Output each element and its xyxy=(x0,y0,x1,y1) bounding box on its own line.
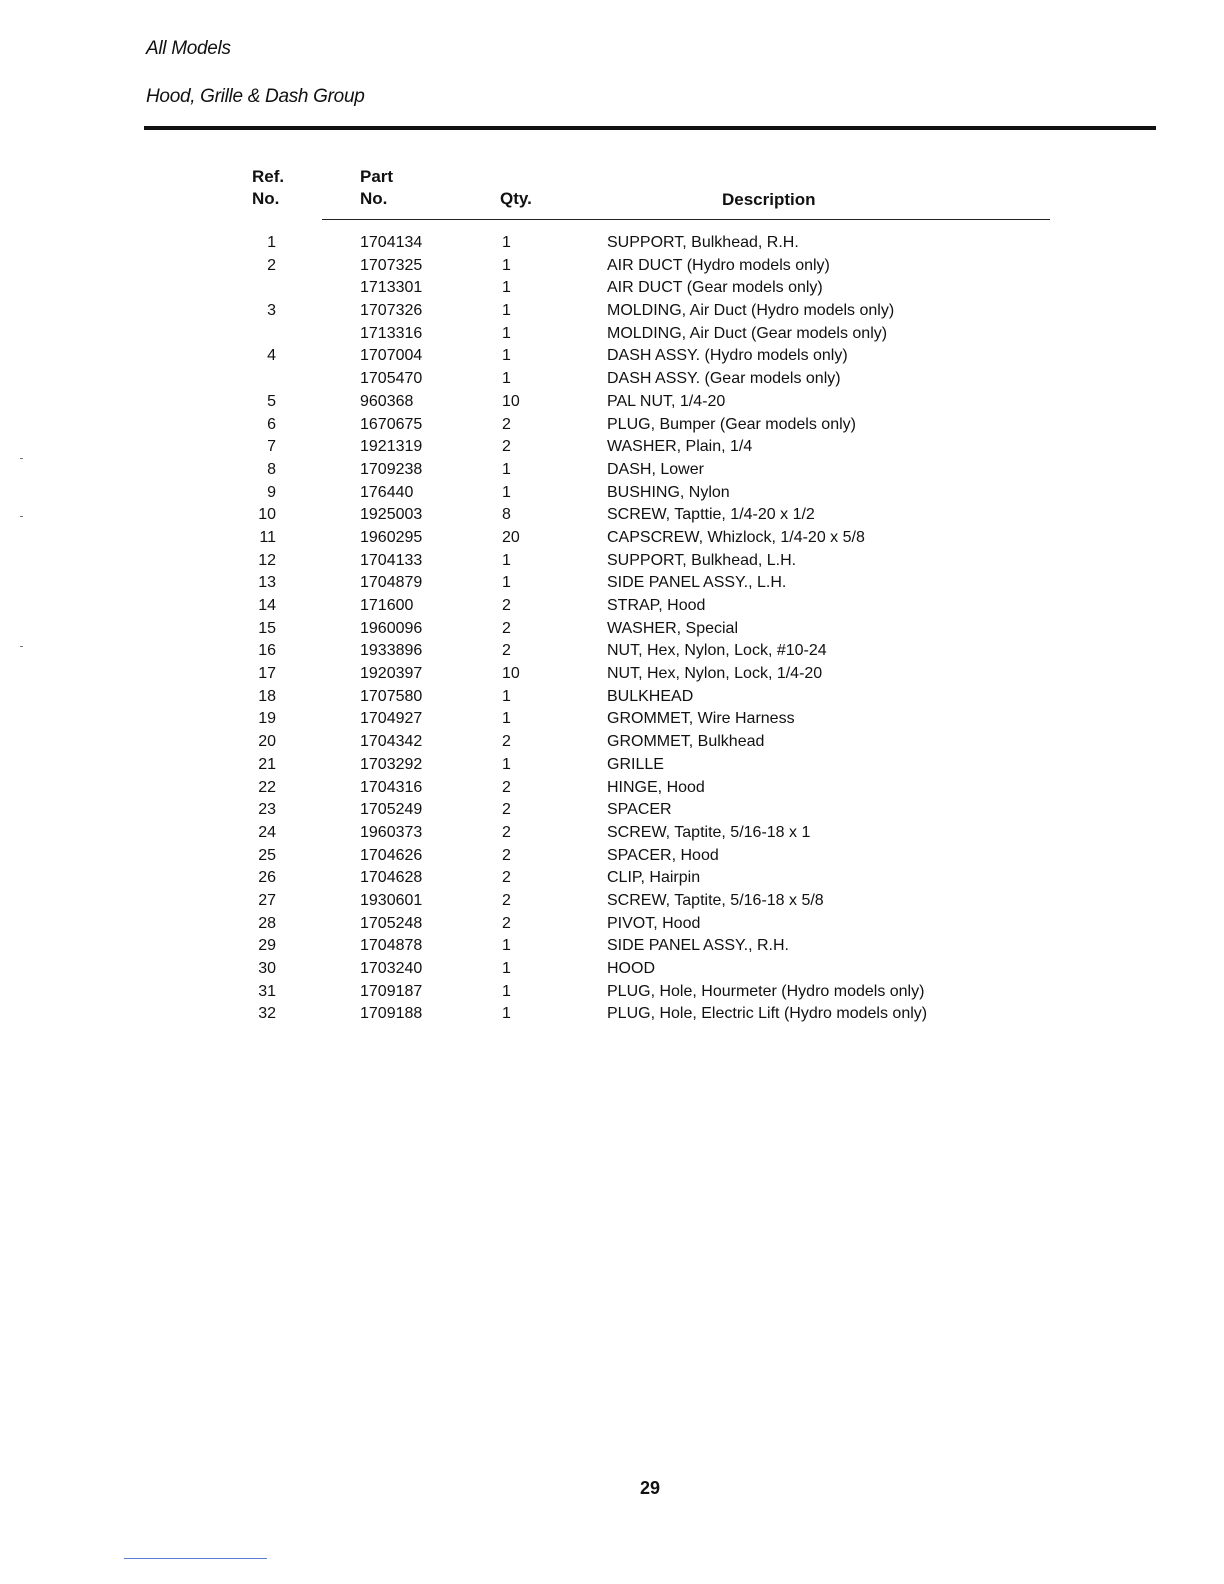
table-row xyxy=(0,414,1224,437)
part-no-cell: 1704316 xyxy=(360,778,423,796)
parts-table-body xyxy=(0,232,1224,1026)
qty-cell: 1 xyxy=(502,279,511,297)
part-no-cell: 1960295 xyxy=(360,528,423,546)
qty-cell: 1 xyxy=(502,347,511,365)
table-row xyxy=(0,777,1224,800)
qty-cell: 10 xyxy=(502,392,520,410)
qty-cell: 2 xyxy=(502,823,511,841)
qty-cell: 1 xyxy=(502,755,511,773)
qty-cell: 1 xyxy=(502,687,511,705)
part-no-cell: 1704927 xyxy=(360,710,423,728)
part-no-cell: 1704626 xyxy=(360,846,423,864)
part-no-cell: 1703240 xyxy=(360,960,423,977)
part-no-cell: 960368 xyxy=(360,392,414,410)
part-no-cell: 1933896 xyxy=(360,642,423,660)
ref-no-cell: 2 xyxy=(267,256,276,274)
ref-no-cell: 25 xyxy=(258,846,276,864)
description-cell: HOOD xyxy=(607,960,655,977)
description-cell: GROMMET, Wire Harness xyxy=(607,710,795,728)
models-heading: All Models xyxy=(146,38,231,59)
part-no-cell: 1705249 xyxy=(360,801,423,819)
ref-no-cell: 6 xyxy=(267,415,276,433)
part-no-cell: 1704134 xyxy=(360,234,423,251)
table-row xyxy=(0,799,1224,822)
ref-header-line1: Ref. xyxy=(252,167,285,186)
qty-cell: 1 xyxy=(502,256,511,274)
description-cell: DASH, Lower xyxy=(607,460,704,478)
table-row xyxy=(0,504,1224,527)
table-row xyxy=(0,754,1224,777)
part-no-cell: 1930601 xyxy=(360,891,423,909)
qty-cell: 2 xyxy=(502,438,511,456)
description-cell: DASH ASSY. (Gear models only) xyxy=(607,370,841,388)
qty-cell: 2 xyxy=(502,642,511,660)
qty-cell: 2 xyxy=(502,891,511,909)
table-row xyxy=(0,890,1224,913)
description-cell: MOLDING, Air Duct (Hydro models only) xyxy=(607,302,895,320)
header-divider xyxy=(144,126,1156,130)
qty-cell: 2 xyxy=(502,846,511,864)
part-no-cell: 1704879 xyxy=(360,574,423,592)
part-no-column-header xyxy=(360,166,393,210)
table-row xyxy=(0,640,1224,663)
table-row xyxy=(0,436,1224,459)
qty-cell: 1 xyxy=(502,370,511,388)
ref-no-cell: 32 xyxy=(258,1005,276,1023)
ref-no-cell: 9 xyxy=(267,483,276,501)
ref-no-cell: 12 xyxy=(258,551,276,569)
description-cell: WASHER, Plain, 1/4 xyxy=(607,438,753,456)
table-row xyxy=(0,368,1224,391)
qty-cell: 1 xyxy=(502,710,511,728)
part-no-cell: 171600 xyxy=(360,597,414,614)
ref-no-cell: 28 xyxy=(258,914,276,932)
table-row xyxy=(0,345,1224,368)
part-no-cell: 1670675 xyxy=(360,415,423,433)
qty-cell: 2 xyxy=(502,801,511,819)
qty-cell: 1 xyxy=(502,960,511,977)
table-row xyxy=(0,935,1224,958)
table-row xyxy=(0,527,1224,550)
group-heading: Hood, Grille & Dash Group xyxy=(146,86,365,107)
table-row xyxy=(0,277,1224,300)
ref-no-cell: 5 xyxy=(267,392,276,410)
qty-cell: 1 xyxy=(502,234,511,251)
ref-no-cell: 14 xyxy=(258,597,276,614)
part-no-cell: 1707004 xyxy=(360,347,423,365)
description-cell: NUT, Hex, Nylon, Lock, #10-24 xyxy=(607,642,827,660)
ref-no-cell: 23 xyxy=(258,801,276,819)
ref-no-cell: 18 xyxy=(258,687,276,705)
part-no-cell: 1713301 xyxy=(360,279,423,297)
description-cell: SPACER, Hood xyxy=(607,846,719,864)
ref-no-cell: 3 xyxy=(267,302,276,320)
table-row xyxy=(0,300,1224,323)
ref-no-cell: 8 xyxy=(267,460,276,478)
ref-no-cell: 30 xyxy=(258,960,276,977)
ref-no-cell: 26 xyxy=(258,869,276,887)
ref-no-cell: 21 xyxy=(258,755,276,773)
description-cell: BULKHEAD xyxy=(607,687,694,705)
table-row xyxy=(0,663,1224,686)
description-cell: GRILLE xyxy=(607,755,664,773)
ref-no-cell: 19 xyxy=(258,710,276,728)
description-cell: CAPSCREW, Whizlock, 1/4-20 x 5/8 xyxy=(607,528,865,546)
description-cell: BUSHING, Nylon xyxy=(607,483,730,501)
table-row xyxy=(0,845,1224,868)
ref-no-cell: 10 xyxy=(258,506,276,524)
description-cell: PAL NUT, 1/4-20 xyxy=(607,392,726,410)
qty-cell: 1 xyxy=(502,483,511,501)
qty-cell: 1 xyxy=(502,302,511,320)
qty-cell: 2 xyxy=(502,597,511,614)
table-row xyxy=(0,550,1224,573)
table-row xyxy=(0,323,1224,346)
table-row xyxy=(0,572,1224,595)
description-cell: STRAP, Hood xyxy=(607,597,706,614)
ref-no-cell: 29 xyxy=(258,937,276,955)
table-row xyxy=(0,459,1224,482)
description-cell: PLUG, Bumper (Gear models only) xyxy=(607,415,856,433)
ref-no-cell: 17 xyxy=(258,665,276,683)
part-no-cell: 1704342 xyxy=(360,733,423,751)
description-cell: WASHER, Special xyxy=(607,619,738,637)
table-row xyxy=(0,731,1224,754)
description-cell: PIVOT, Hood xyxy=(607,914,701,932)
table-row xyxy=(0,618,1224,641)
ref-no-cell: 15 xyxy=(258,619,276,637)
part-no-cell: 1705248 xyxy=(360,914,423,932)
description-cell: AIR DUCT (Hydro models only) xyxy=(607,256,830,274)
ref-no-cell: 24 xyxy=(258,823,276,841)
description-cell: CLIP, Hairpin xyxy=(607,869,701,887)
ref-no-column-header xyxy=(252,166,284,210)
part-no-cell: 1960096 xyxy=(360,619,423,637)
ref-no-cell: 1 xyxy=(267,234,276,251)
description-cell: SIDE PANEL ASSY., R.H. xyxy=(607,937,789,955)
part-no-cell: 1925003 xyxy=(360,506,423,524)
description-cell: SIDE PANEL ASSY., L.H. xyxy=(607,574,787,592)
qty-cell: 1 xyxy=(502,937,511,955)
description-cell: SCREW, Tapttie, 1/4-20 x 1/2 xyxy=(607,506,815,524)
ref-no-cell: 16 xyxy=(258,642,276,660)
part-no-cell: 1709238 xyxy=(360,460,423,478)
part-no-cell: 176440 xyxy=(360,483,414,501)
page-number: 29 xyxy=(639,1478,661,1498)
table-row xyxy=(0,232,1224,255)
part-no-cell: 1703292 xyxy=(360,755,423,773)
qty-cell: 1 xyxy=(502,460,511,478)
description-cell: SUPPORT, Bulkhead, L.H. xyxy=(607,551,797,569)
part-header-line1: Part xyxy=(360,167,394,186)
table-row xyxy=(0,822,1224,845)
qty-cell: 1 xyxy=(502,574,511,592)
description-cell: HINGE, Hood xyxy=(607,778,705,796)
part-no-cell: 1709188 xyxy=(360,1005,423,1023)
description-cell: PLUG, Hole, Hourmeter (Hydro models only) xyxy=(607,982,925,1000)
ref-no-cell: 4 xyxy=(267,347,276,365)
qty-cell: 20 xyxy=(502,528,520,546)
description-cell: SUPPORT, Bulkhead, R.H. xyxy=(607,234,799,251)
page-number-wrapper xyxy=(0,1478,1224,1499)
table-row xyxy=(0,1003,1224,1026)
part-no-cell: 1704133 xyxy=(360,551,423,569)
description-cell: PLUG, Hole, Electric Lift (Hydro models only) xyxy=(607,1005,928,1023)
qty-cell: 8 xyxy=(502,506,511,524)
ref-header-line2: No. xyxy=(252,189,280,208)
footer-line xyxy=(124,1558,267,1559)
table-row xyxy=(0,686,1224,709)
part-no-cell: 1713316 xyxy=(360,324,423,342)
part-no-cell: 1707580 xyxy=(360,687,423,705)
ref-no-cell: 7 xyxy=(267,438,276,456)
description-cell: SCREW, Taptite, 5/16-18 x 1 xyxy=(607,823,811,841)
part-no-cell: 1921319 xyxy=(360,438,423,456)
description-cell: NUT, Hex, Nylon, Lock, 1/4-20 xyxy=(607,665,823,683)
description-cell: MOLDING, Air Duct (Gear models only) xyxy=(607,324,888,342)
ref-no-cell: 27 xyxy=(258,891,276,909)
ref-no-cell: 13 xyxy=(258,574,276,592)
part-no-cell: 1709187 xyxy=(360,982,423,1000)
part-no-cell: 1705470 xyxy=(360,370,423,388)
table-row xyxy=(0,255,1224,278)
qty-cell: 2 xyxy=(502,619,511,637)
qty-cell: 1 xyxy=(502,982,511,1000)
table-row xyxy=(0,482,1224,505)
ref-no-cell: 20 xyxy=(258,733,276,751)
ref-no-cell: 31 xyxy=(258,982,276,1000)
qty-cell: 2 xyxy=(502,914,511,932)
qty-cell: 2 xyxy=(502,733,511,751)
description-cell: SPACER xyxy=(607,801,672,819)
qty-cell: 1 xyxy=(502,324,511,342)
description-cell: AIR DUCT (Gear models only) xyxy=(607,279,823,297)
table-row xyxy=(0,595,1224,618)
description-column-header: Description xyxy=(722,190,816,209)
part-no-cell: 1704878 xyxy=(360,937,423,955)
part-header-line2: No. xyxy=(360,189,388,208)
part-no-cell: 1707325 xyxy=(360,256,423,274)
table-row xyxy=(0,981,1224,1004)
table-row xyxy=(0,708,1224,731)
qty-cell: 1 xyxy=(502,551,511,569)
table-row xyxy=(0,391,1224,414)
ref-no-cell: 11 xyxy=(259,528,276,546)
table-row xyxy=(0,867,1224,890)
description-cell: SCREW, Taptite, 5/16-18 x 5/8 xyxy=(607,891,824,909)
table-row xyxy=(0,958,1224,981)
qty-column-header: Qty. xyxy=(500,189,532,208)
qty-cell: 10 xyxy=(502,665,520,683)
qty-cell: 1 xyxy=(502,1005,511,1023)
qty-cell: 2 xyxy=(502,778,511,796)
part-no-cell: 1920397 xyxy=(360,665,423,683)
table-header-divider xyxy=(322,219,1050,220)
part-no-cell: 1704628 xyxy=(360,869,423,887)
ref-no-cell: 22 xyxy=(258,778,276,796)
part-no-cell: 1960373 xyxy=(360,823,423,841)
qty-cell: 2 xyxy=(502,415,511,433)
table-row xyxy=(0,913,1224,936)
description-cell: GROMMET, Bulkhead xyxy=(607,733,765,751)
qty-cell: 2 xyxy=(502,869,511,887)
part-no-cell: 1707326 xyxy=(360,302,423,320)
description-cell: DASH ASSY. (Hydro models only) xyxy=(607,347,848,365)
